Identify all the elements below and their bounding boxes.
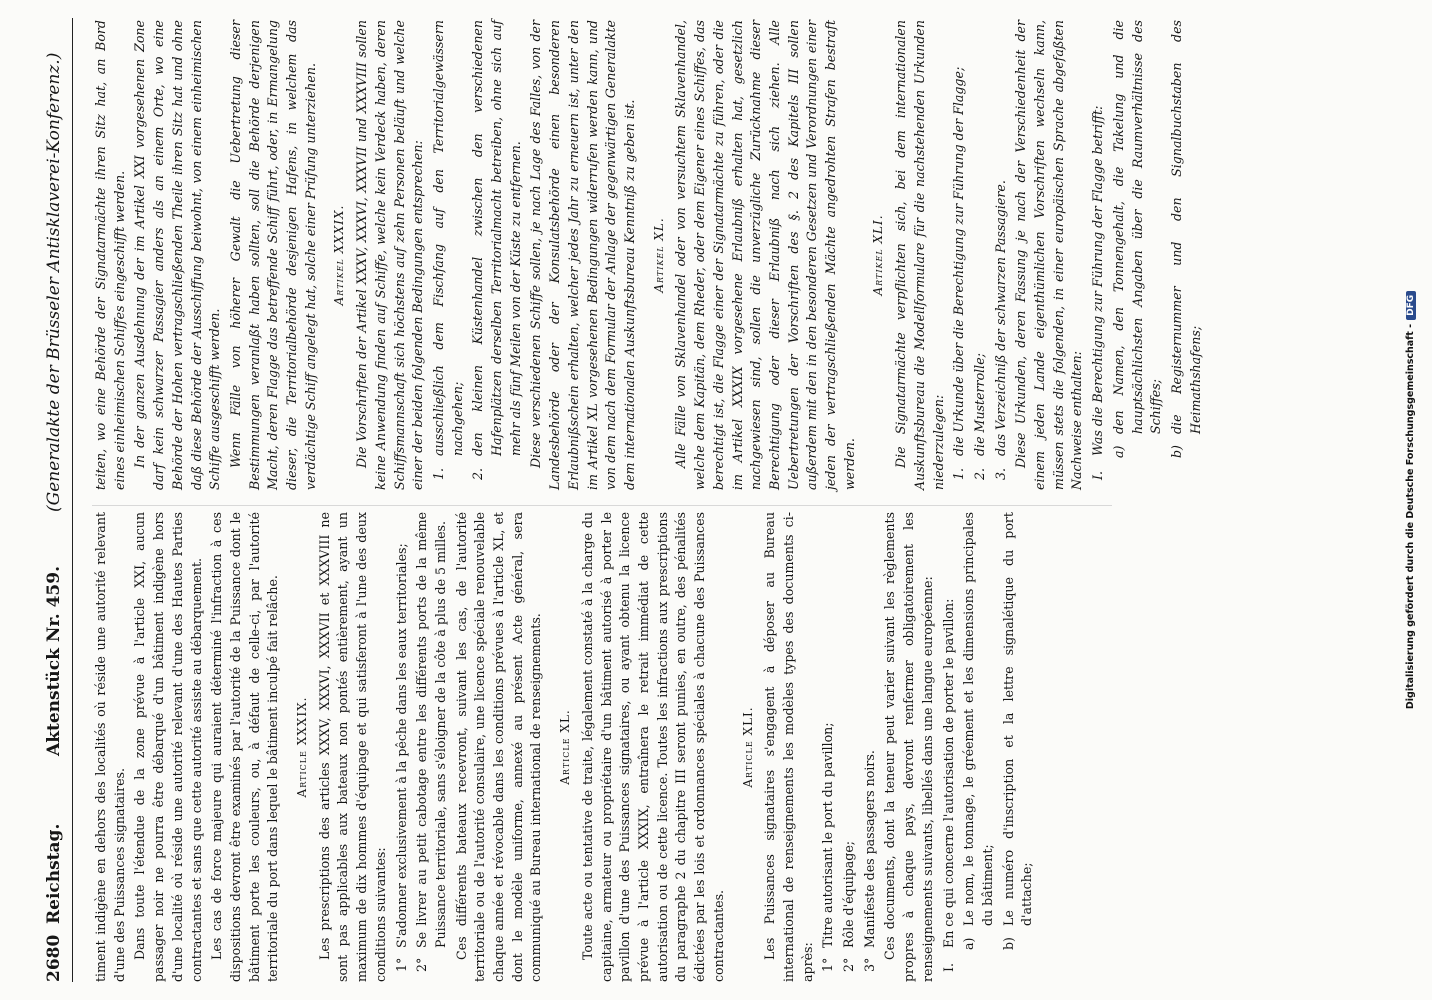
list-item [393,512,412,982]
paragraph: Die Vorschriften der Artikel XXXV, XXXVI, XXXVII und XXXVIII sollen keine Anwendung finden auf Schiffe, welche kein Verdeck haben, deren Schiffsmannschaft sich höchstens auf zehn Personen beläuft und welche einer der beiden folgenden Bedingungen entsprechen: [354,20,426,490]
dfg-logo: DFG [1406,291,1416,320]
paragraph: Les prescriptions des articles XXXV, XXXVI, XXXVII et XXXVIII ne sont pas applicables aux bateaux non pontés entièrement, ayant un maximum de dix hommes d'équipage et qui satisferont à l'une des deux conditions suivantes: [316,512,388,982]
paragraph: Diese Urkunden, deren Fassung je nach der Verschiedenheit der einem jeden Lande eigenthümlichen Vorschriften wechseln kann, müssen stets die folgenden, in einer europäischen Sprache abgefaßten Nachweise enthalten: [1013,20,1085,490]
digitization-note: Digitalisierung gefördert durch die Deutsche Forschungsgemeinschaft - [1405,323,1416,710]
item-text: die Musterrolle; [971,353,987,456]
list-item [819,512,838,982]
item-text: Manifeste des passagers noirs. [861,750,877,948]
paragraph: Diese verschiedenen Schiffe sollen, je nach Lage des Falles, von der Landesbehörde oder der Konsulatsbehörde einen besonderen Erlaubnißschein erhalten, welcher jedes Jahr zu erneuern ist, unter den im Artikel XL vorgesehenen Bedingungen widerrufen werden kann, und von dem nach dem Formular der Anlage der gegenwärtigen Generalakte dem internationalen Auskunftsbureau Kenntniß zu geben ist. [528,20,637,490]
item-number: 2. [971,467,987,480]
sub-list-item [960,512,997,982]
conference-title: (Generalakte der Brüsseler Antisklaverei-Konferenz.) [44,52,64,512]
paragraph: Les Puissances signataires s'engagent à déposer au Bureau international de renseignements les modèles types des documents ci-après: [762,512,815,982]
item-number: a) [961,937,977,950]
paragraph: teiten, wo eine Behörde der Signatarmächte ihren Sitz hat, an Bord eines einheimischen Schiffes eingeschifft werden. [93,20,127,490]
list-item [1089,20,1108,490]
paragraph: In der ganzen Ausdehnung der im Artikel XXI vorgesehenen Zone darf kein schwarzer Passagier anders als an einem Orte, wo eine Behörde der Hohen vertragschließenden Theile ihren Sitz hat und ohne daß diese Behörde der Ausschiffung beiwohnt, von einem einheimischen Schiffe ausgeschifft werden. [132,20,223,490]
item-text: Rôle d'équipage; [841,840,857,948]
list-item [940,512,959,982]
article-heading: Article XLI. [740,706,755,788]
publication-title: Reichstag. [44,823,64,924]
list-item [971,20,990,490]
item-number: 2° [414,957,430,972]
list-item [413,512,450,982]
french-column [92,512,1112,982]
list-item [840,512,859,982]
paragraph: Ces différents bateaux recevront, suivant les cas, de l'autorité territoriale ou de l'autorité consulaire, une licence spéciale renouvelable chaque année et révocable dans les conditions prévues à l'article XL, et dont le modèle uniforme, annexé au présent Acte général, sera communiqué au Bureau international de renseignements. [453,512,544,982]
list-item [992,20,1011,490]
item-number: 1. [430,467,446,480]
item-number: a) [1110,445,1126,458]
item-number: 3. [992,467,1008,480]
article-heading: Artikel XL. [651,217,666,293]
page-number: 2680 [44,934,64,982]
article-heading: Article XL. [558,709,573,785]
list-item [861,512,880,982]
list-item [950,20,969,490]
item-text: die Urkunde über die Berechtigung zur Führung der Flagge; [951,66,967,456]
paragraph: Les cas de force majeure qui auraient déterminé l'infraction à ces dispositions devront être examinés par l'autorité de la Puissance dont le bâtiment porte les couleurs, ou, à défaut de celle-ci, par l'autorité territoriale du port dans lequel le bâtiment inculpé fait relâche. [209,512,281,982]
item-text: Se livrer au petit cabotage entre les différents ports de la même Puissance territoriale, sans s'éloigner de la côte à plus de 5 milles. [414,512,448,948]
document-label: Aktenstück Nr. 459. [44,565,64,756]
running-head [38,18,73,982]
paragraph: Dans toute l'étendue de la zone prévue à l'article XXI, aucun passager noir ne pourra être débarqué d'un bâtiment indigène hors d'une localité où réside une autorité relevant d'une des Hautes Parties contractantes et sans que cette autorité assiste au débarquement. [132,512,204,982]
sub-list-item [1168,20,1205,490]
sub-list-item [1110,20,1166,490]
item-text: die Registernummer und den Signalbuchstaben des Heimathshafens; [1168,20,1203,434]
item-number: 2. [470,467,486,480]
item-text: das Verzeichniß der schwarzen Passagiere. [992,180,1008,456]
paragraph: Wenn Fälle von höherer Gewalt die Uebertretung dieser Bestimmungen veranlaßt haben sollten, soll die Behörde derjenigen Macht, deren Flagge das betreffende Schiff führt, oder, in Ermangelung dieser, die Territorialbehörde desjenigen Hafens, in welchem das verdächtige Schiff angelegt hat, solche einer Prüfung unterziehen. [227,20,318,490]
paragraph: timent indigène en dehors des localités où réside une autorité relevant d'une des Puissances signataires. [93,512,127,982]
digitization-footer [1405,120,1425,880]
column-divider [92,505,1112,506]
item-number: 1° [393,957,409,972]
paragraph: Alle Fälle von Sklavenhandel oder von versuchtem Sklavenhandel, welche dem Kapitän, dem Rheder, oder dem Eigener eines Schiffes, das berechtigt ist, die Flagge einer der Signatarmächte zu führen, oder die im Artikel XXXIX vorgesehene Erlaubniß erhalten hat, gesetzlich nachgewiesen sind, sollen die unverzügliche Zurücknahme dieser Berechtigung oder dieser Erlaubniß nach sich ziehen. Alle Uebertretungen der Vorschriften des §. 2 des Kapitels III sollen außerdem mit den in den besonderen Gesetzen und Verordnungen einer jeden der vertragschließenden Mächte angedrohten Strafen bestraft werden. [673,20,857,490]
sub-list-item [1000,512,1037,982]
item-text: Le nom, le tonnage, le gréement et les dimensions principales du bâtiment; [961,512,995,926]
german-column [92,20,1203,490]
item-number: b) [1168,445,1184,458]
article-heading: Artikel XXXIX. [332,204,347,306]
article-heading: Artikel XLI. [871,214,886,296]
article-heading: Article XXXIX. [295,696,310,798]
item-text: den kleinen Küstenhandel zwischen den verschiedenen Hafenplätzen derselben Territorialmacht betreiben, ohne sich auf mehr als fünf Meilen von der Küste zu entfernen. [470,20,523,456]
list-item [469,20,525,490]
item-text: ausschließlich dem Fischfang auf den Territorialgewässern nachgehen; [430,20,465,456]
item-number: I. [940,963,956,972]
item-number: 3° [861,957,877,972]
item-number: 1. [951,467,967,480]
item-text: En ce qui concerne l'autorisation de porter le pavillon: [940,598,956,948]
item-number: 1° [820,957,836,972]
item-text: S'adonner exclusivement à la pêche dans les eaux territoriales; [393,543,409,948]
item-number: b) [1000,937,1016,950]
item-number: 2° [841,957,857,972]
paragraph: Toute acte ou tentative de traite, légalement constaté à la charge du capitaine, armateur ou propriétaire d'un bâtiment autorisé à porter le pavillon d'une des Puissances signataires, ou ayant obtenu la licence prévue à l'article XXXIX, entraînera le retrait immédiat de cette autorisation ou de cette licence. Toutes les infractions aux prescriptions du paragraphe 2 du chapitre III seront punies, en outre, des pénalités édictées par les lois et ordonnances spéciales à chacune des Puissances contractantes. [579,512,726,982]
list-item [430,20,467,490]
item-text: den Namen, den Tonnengehalt, die Takelung und die hauptsächlichsten Angaben über die Raumverhältnisse des Schiffes; [1110,20,1164,434]
item-text: Was die Berechtigung zur Führung der Flagge betrifft: [1090,105,1106,456]
paragraph: Die Signatarmächte verpflichten sich, bei dem internationalen Auskunftsbureau die Modellformulare für die nachstehenden Urkunden niederzulegen: [893,20,946,490]
paragraph: Ces documents, dont la teneur peut varier suivant les règlements propres à chaque pays, devront renfermer obligatoirement les renseignements suivants, libellés dans une langue européenne: [882,512,935,982]
item-number: I. [1090,471,1106,480]
item-text: Titre autorisant le port du pavillon; [820,722,836,948]
item-text: Le numéro d'inscription et la lettre signalétique du port d'attache; [1000,512,1035,926]
